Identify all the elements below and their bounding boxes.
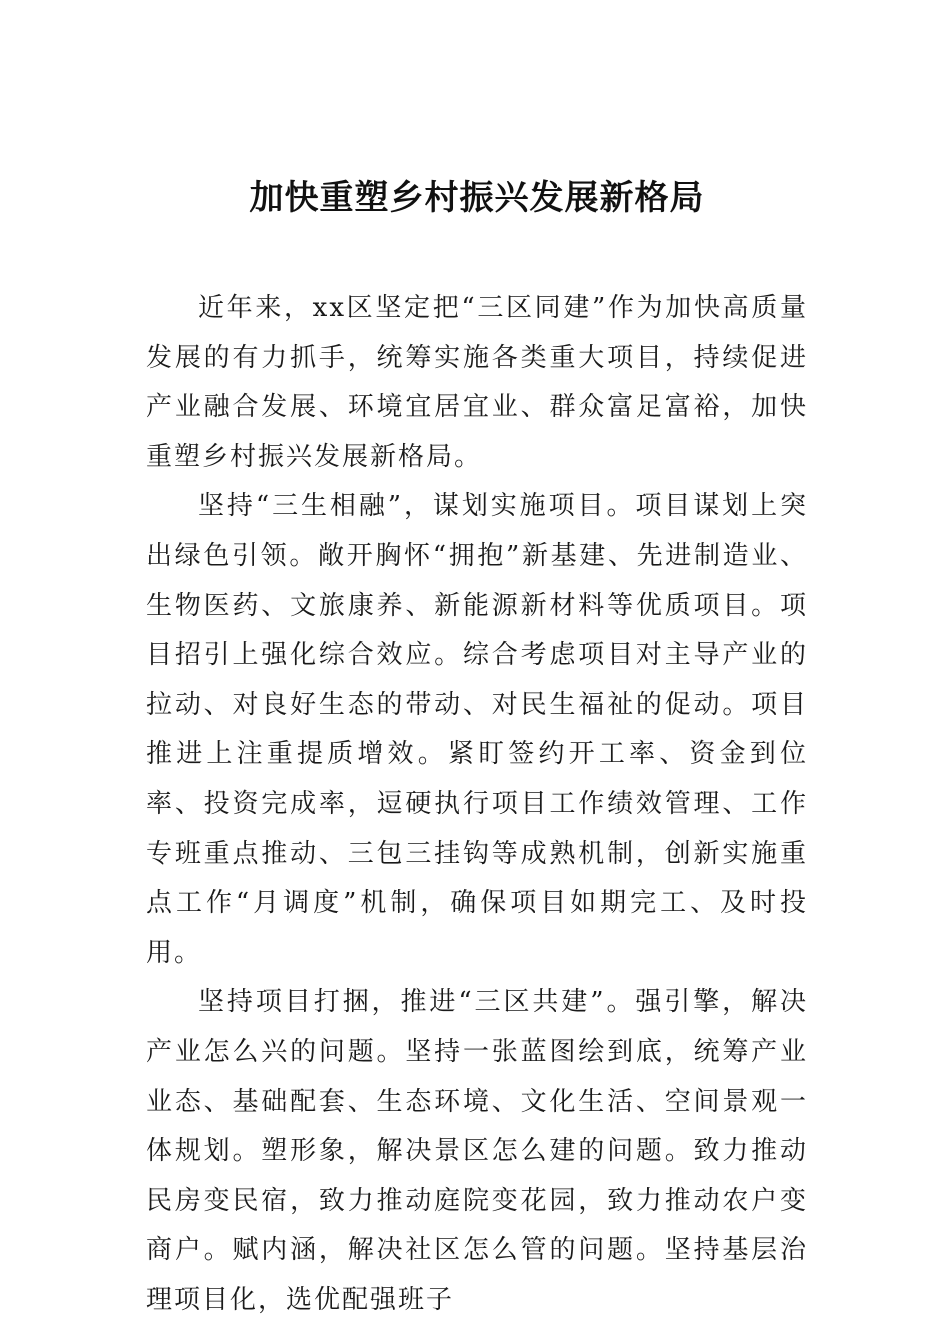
paragraph-project-planning: 坚持“三生相融”，谋划实施项目。项目谋划上突出绿色引领。敞开胸怀“拥抱”新基建、先进制造业、生物医药、文旅康养、新能源新材料等优质项目。项目招引上强化综合效应。综合考虑项目对主导产业的拉动、对良好生态的带动、对民生福祉的促动。项目推进上注重提质增效。紧盯签约开工率、资金到位率、投资完成率，逗硬执行项目工作绩效管理、工作专班重点推动、三包三挂钩等成熟机制，创新实施重点工作“月调度”机制，确保项目如期完工、及时投用。 (146, 491, 808, 968)
document-body (146, 284, 808, 1325)
paragraph-project-bundling: 坚持项目打捆，推进“三区共建”。强引擎，解决产业怎么兴的问题。坚持一张蓝图绘到底，统筹产业业态、基础配套、生态环境、文化生活、空间景观一体规划。塑形象，解决景区怎么建的问题。致力推动民房变民宿，致力推动庭院变花园，致力推动农户变商户。赋内涵，解决社区怎么管的问题。坚持基层治理项目化，选优配强班子 (146, 987, 808, 1315)
paragraph-intro: 近年来，xx区坚定把“三区同建”作为加快高质量发展的有力抓手，统筹实施各类重大项目，持续促进产业融合发展、环境宜居宜业、群众富足富裕，加快重塑乡村振兴发展新格局。 (146, 293, 808, 472)
document-title: 加快重塑乡村振兴发展新格局 (249, 178, 705, 218)
